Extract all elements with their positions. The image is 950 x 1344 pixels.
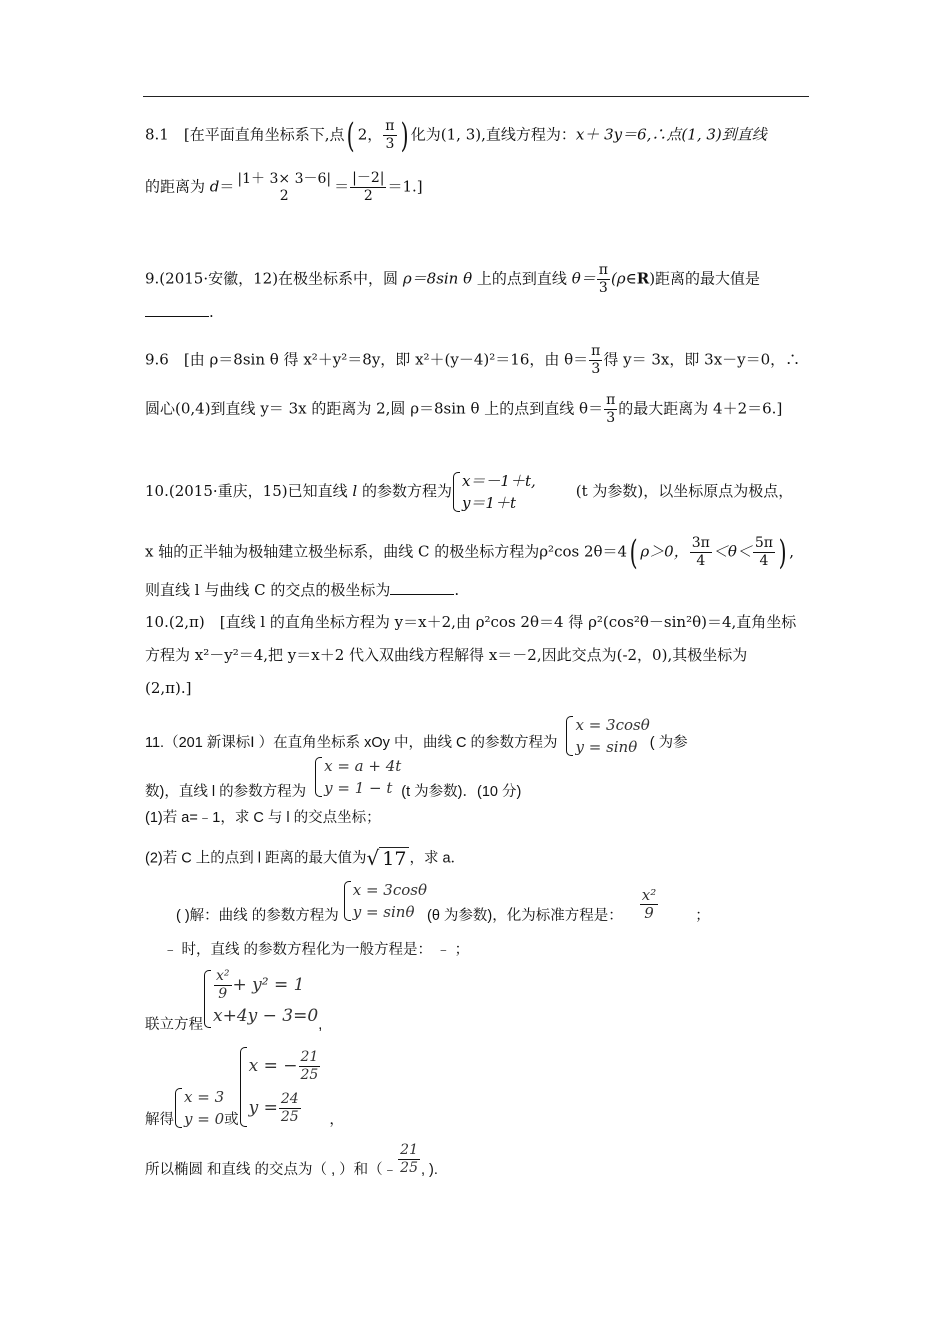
fraction: [235, 171, 333, 205]
real-set: R: [636, 269, 650, 288]
text: x = −: [248, 1056, 298, 1077]
text: 化为(1, 3),直线方程为：: [410, 125, 576, 144]
fraction-image: [640, 887, 658, 922]
denominator: 2: [363, 188, 373, 204]
solution-11-system: [145, 968, 323, 1035]
denominator: 25: [300, 1067, 319, 1084]
equation-system: [452, 470, 536, 514]
header-rule: [143, 96, 809, 97]
text: (t 为参数)，以坐标原点为极点，: [575, 482, 794, 500]
equation-row: [249, 1087, 322, 1129]
text: 解得: [145, 1112, 174, 1128]
text: 9.(2015·安徽，12)在极坐标系中，圆: [145, 269, 403, 288]
radicand: 17: [379, 847, 409, 870]
text: ,: [318, 1017, 323, 1033]
equation-row: y = sinθ: [575, 738, 638, 756]
numerator: x²: [216, 968, 230, 985]
question-10-line-1: [145, 470, 793, 514]
solution-8-line-2: [145, 170, 423, 205]
text: 上的点到直线: [472, 269, 572, 288]
text: ；: [695, 908, 710, 924]
numerator: 21: [300, 1049, 319, 1066]
text: 联立方程: [145, 1017, 203, 1033]
solution-11-line-1: [176, 881, 710, 926]
text: (t 为参数)．(10 分): [401, 784, 522, 800]
text: 8.1 [在平面直角坐标系下,点: [145, 125, 345, 144]
text: ( 为参: [649, 734, 688, 751]
text: 或: [224, 1112, 239, 1128]
text: 所以椭圆 和直线 的交点为（ , ）和（﹣: [145, 1162, 398, 1178]
param-eq-image: [343, 879, 427, 923]
fraction: [690, 535, 712, 570]
param-eq-image: [314, 755, 401, 799]
text: 10.(2015·重庆，15)已知直线: [145, 482, 353, 500]
equation-row: x+4y − 3=0: [213, 1006, 319, 1027]
solution-11-conclusion: [145, 1141, 438, 1180]
question-10-line-3: [145, 580, 459, 600]
text: 则直线 l 与曲线 C 的交点的极坐标为: [145, 581, 391, 599]
solution-image-1: [174, 1086, 224, 1130]
question-11-line-2: [145, 757, 522, 802]
text: ，: [329, 1112, 344, 1128]
text: ＝: [334, 177, 350, 196]
equation-row: y＝1＋t: [461, 494, 516, 512]
text: (θ 为参数)，化为标准方程是：: [427, 908, 623, 924]
solution-10-line-3: (2,π).]: [145, 679, 192, 697]
text: (ρ∈: [610, 269, 637, 288]
equation-row: x = 3cosθ: [352, 881, 427, 900]
question-10-line-2: x 轴的正半轴为极轴建立极坐标系，曲线 C 的极坐标方程为ρ²cos 2θ＝4( ρ＞0， $\frac{3\pi}{4}$ ＜θ＜ $\frac{5\pi}{4}$ ) ,: [145, 532, 795, 573]
fraction: [350, 170, 386, 205]
numerator: π: [606, 392, 616, 408]
question-11-part-2: [145, 848, 465, 869]
text: ＜θ＜: [712, 542, 752, 561]
text: ＝: [219, 177, 235, 196]
fraction: [383, 118, 396, 153]
fraction-image: [398, 1142, 420, 1177]
denominator: 25: [280, 1109, 299, 1126]
text: 数)，直线 l 的参数方程为: [145, 784, 307, 800]
answer-blank: [145, 302, 209, 317]
equation-row: x = 3: [184, 1088, 225, 1107]
text: 9.6 [由 ρ＝8sin θ 得 x²＋y²＝8y，即 x²＋(y－4)²＝16，由 θ＝: [145, 350, 589, 369]
text: (2)若 C 上的点到 l 距离的最大值为: [145, 850, 367, 867]
formula: ρ＝8sin θ: [402, 269, 473, 288]
numerator: |1＋ 3× 3－6|: [237, 170, 332, 187]
numerator: 21: [400, 1141, 418, 1158]
equation-row: y = sinθ: [352, 903, 415, 922]
solution-image-2: [239, 1045, 322, 1129]
text: ρ＞0，: [640, 542, 689, 561]
text: 的参数方程为: [357, 482, 452, 500]
text: )距离的最大值是: [649, 269, 761, 288]
denominator: 2: [279, 187, 289, 204]
text: x 轴的正半轴为极轴建立极坐标系，曲线 C 的极坐标方程为ρ²cos 2θ＝4: [145, 542, 628, 561]
denominator: 3: [606, 410, 616, 426]
fraction: [589, 343, 602, 378]
text: 11.（201 新课标Ⅰ ）在直角坐标系 xOy 中，曲线 C 的参数方程为: [145, 734, 558, 751]
question-9-line-2: [145, 302, 214, 322]
solution-11-solutions: [145, 1049, 344, 1130]
solution-10-line-2: 方程为 x²－y²＝4,把 y＝x＋2 代入双曲线方程解得 x＝－2,因此交点为(-2，0),其极坐标为: [145, 646, 748, 664]
equation-row: x = 3cosθ: [575, 716, 650, 734]
text: .: [209, 303, 214, 321]
formula: θ＝: [571, 269, 596, 288]
right-paren: ): [400, 115, 409, 156]
fraction: [753, 535, 775, 570]
question-11-part-1: (1)若 a=﹣1，求 C 与 l 的交点坐标；: [145, 810, 381, 826]
fraction: [604, 392, 617, 427]
text: 的距离为: [145, 177, 210, 196]
numerator: π: [385, 118, 395, 134]
denominator: 25: [400, 1159, 418, 1176]
variable: d: [209, 177, 220, 196]
text: x＋ 3y＝6,∴点(1, 3)到直线: [575, 125, 767, 144]
equation-row: y = 0: [184, 1110, 225, 1129]
text: ( )解：曲线 的参数方程为: [176, 908, 339, 924]
answer-blank: [390, 580, 454, 595]
denominator: 9: [218, 986, 228, 1003]
question-11-line-1: [145, 716, 688, 758]
numerator: 24: [280, 1091, 299, 1108]
solution-11-line-2: ﹣ 时，直线 的参数方程化为一般方程是： ﹣ ；: [163, 942, 470, 958]
variable: l: [352, 482, 358, 500]
fraction: [597, 262, 610, 297]
text: 圆心(0,4)到直线 y＝ 3x 的距离为 2,圆 ρ＝8sin θ 上的点到直线 θ＝: [145, 399, 604, 418]
text: y =: [248, 1098, 278, 1119]
sqrt-image: √ 17: [367, 848, 410, 869]
text: 的最大距离为 4＋2＝6.]: [618, 399, 783, 418]
text: .: [454, 581, 460, 599]
left-paren: (: [347, 115, 356, 156]
equation-row: [213, 968, 318, 1003]
text: ，求 a．: [409, 850, 466, 867]
text: ＝1.]: [387, 177, 423, 196]
numerator: 5π: [754, 535, 773, 551]
numerator: 3π: [691, 535, 710, 551]
right-paren: ): [778, 532, 787, 573]
numerator: |－2|: [352, 170, 385, 186]
numerator: π: [598, 262, 608, 278]
system-image: [203, 968, 318, 1030]
equation-row: x = a + 4t: [324, 757, 402, 776]
text: , ).: [420, 1162, 438, 1178]
equation-row: [249, 1045, 322, 1087]
equation-row: y = 1 − t: [324, 779, 393, 798]
denominator: 3: [598, 280, 608, 296]
solution-9-line-2: [145, 392, 782, 427]
param-eq-image: [565, 714, 649, 758]
denominator: 3: [385, 136, 395, 152]
denominator: 9: [644, 903, 654, 922]
solution-9-line-1: [145, 343, 800, 378]
denominator: 3: [591, 361, 601, 377]
text: 得 y＝ 3x，即 3x－y＝0，∴: [603, 350, 801, 369]
text: 2，: [357, 125, 383, 144]
question-9-line-1: [145, 262, 760, 297]
text: + y² = 1: [232, 975, 305, 996]
numerator: x²: [641, 885, 657, 904]
denominator: 4: [696, 553, 706, 569]
left-paren: (: [629, 532, 638, 573]
numerator: π: [591, 343, 601, 359]
denominator: 4: [759, 553, 769, 569]
solution-8-line-1: [145, 115, 767, 156]
solution-10-line-1: 10.(2,π) [直线 l 的直角坐标方程为 y＝x＋2,由 ρ²cos 2θ＝4 得 ρ²(cos²θ－sin²θ)＝4,直角坐标: [145, 613, 797, 631]
equation-row: x＝－1＋t,: [461, 472, 536, 490]
